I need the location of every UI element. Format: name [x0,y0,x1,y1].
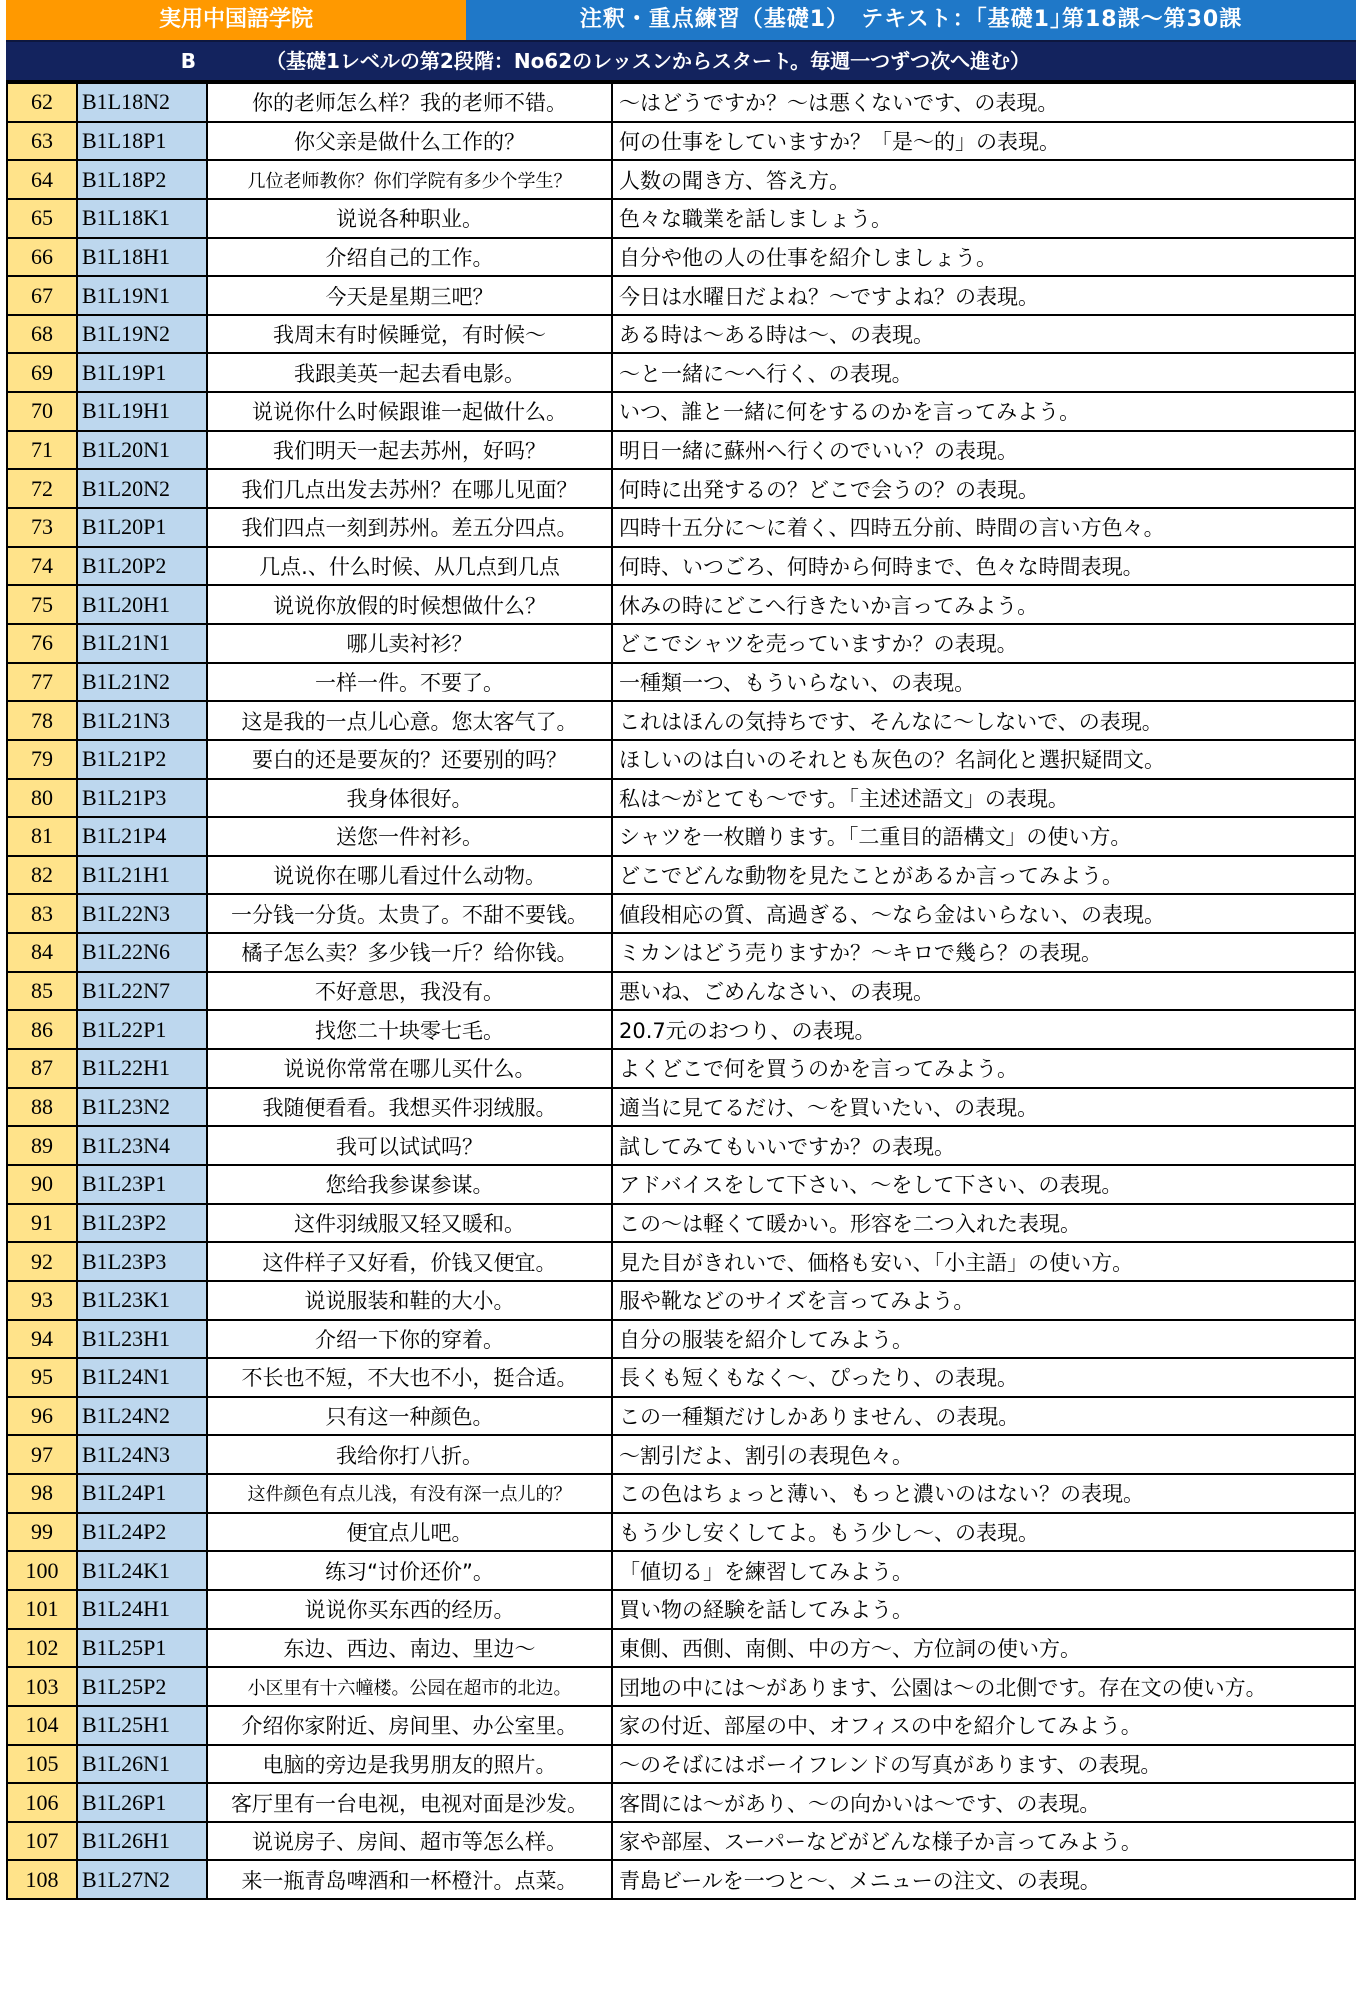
lesson-code: B1L23N2 [77,1088,207,1127]
table-row [7,1860,1355,1899]
lesson-code: B1L19N2 [77,315,207,354]
japanese-explanation: 東側、西側、南側、中の方～、方位詞の使い方。 [612,1629,1355,1668]
chinese-phrase: 说说你放假的时候想做什么？ [207,585,612,624]
japanese-explanation: この一種類だけしかありません、の表現。 [612,1397,1355,1436]
japanese-explanation: 服や靴などのサイズを言ってみよう。 [612,1281,1355,1320]
chinese-phrase: 我身体很好。 [207,779,612,818]
japanese-explanation: いつ、誰と一緒に何をするのかを言ってみよう。 [612,392,1355,431]
chinese-phrase: 你父亲是做什么工作的？ [207,122,612,161]
chinese-phrase: 介绍一下你的穿着。 [207,1320,612,1359]
lesson-number: 92 [7,1242,77,1281]
lesson-number: 86 [7,1010,77,1049]
lesson-code: B1L22N6 [77,933,207,972]
lesson-code: B1L23P3 [77,1242,207,1281]
lesson-code: B1L23H1 [77,1320,207,1359]
lesson-code: B1L20N2 [77,469,207,508]
chinese-phrase: 来一瓶青岛啤酒和一杯橙汁。点菜。 [207,1860,612,1899]
lesson-number: 96 [7,1397,77,1436]
lesson-code: B1L25P1 [77,1629,207,1668]
table-row [7,1010,1355,1049]
chinese-phrase: 只有这一种颜色。 [207,1397,612,1436]
chinese-phrase: 几位老师教你？你们学院有多少个学生？ [207,160,612,199]
table-row [7,1513,1355,1552]
table-row [7,894,1355,933]
lesson-code: B1L23P2 [77,1204,207,1243]
japanese-explanation: ある時は～ある時は～、の表現。 [612,315,1355,354]
lesson-number: 66 [7,238,77,277]
lesson-code: B1L20N1 [77,431,207,470]
japanese-explanation: 「値切る」を練習してみよう。 [612,1551,1355,1590]
chinese-phrase: 这是我的一点儿心意。您太客气了。 [207,701,612,740]
lesson-code: B1L18H1 [77,238,207,277]
lesson-code: B1L22N7 [77,972,207,1011]
lesson-number: 63 [7,122,77,161]
table-row [7,1435,1355,1474]
japanese-explanation: 何の仕事をしていますか？「是～的」の表現。 [612,122,1355,161]
lesson-number: 62 [7,83,77,122]
japanese-explanation: 何時に出発するの？どこで会うの？の表現。 [612,469,1355,508]
japanese-explanation: 適当に見てるだけ、～を買いたい、の表現。 [612,1088,1355,1127]
lesson-number: 68 [7,315,77,354]
lesson-code: B1L21N3 [77,701,207,740]
table-row [7,547,1355,586]
chinese-phrase: 我们明天一起去苏州，好吗？ [207,431,612,470]
table-row [7,160,1355,199]
lesson-code: B1L26H1 [77,1822,207,1861]
japanese-explanation: 値段相応の質、高過ぎる、～なら金はいらない、の表現。 [612,894,1355,933]
lesson-number: 78 [7,701,77,740]
japanese-explanation: 自分や他の人の仕事を紹介しましょう。 [612,238,1355,277]
lesson-code: B1L18P1 [77,122,207,161]
japanese-explanation: ～のそばにはボーイフレンドの写真があります、の表現。 [612,1745,1355,1784]
lesson-number: 81 [7,817,77,856]
japanese-explanation: 人数の聞き方、答え方。 [612,160,1355,199]
lesson-code: B1L21P3 [77,779,207,818]
chinese-phrase: 我可以试试吗？ [207,1126,612,1165]
level-bar [6,40,1356,82]
chinese-phrase: 小区里有十六幢楼。公园在超市的北边。 [207,1667,612,1706]
lesson-number: 102 [7,1629,77,1668]
table-row [7,469,1355,508]
japanese-explanation: 買い物の経験を話してみよう。 [612,1590,1355,1629]
japanese-explanation: 今日は水曜日だよね？～ですよね？の表現。 [612,276,1355,315]
table-row [7,1397,1355,1436]
table-row [7,1088,1355,1127]
lesson-code: B1L19N1 [77,276,207,315]
chinese-phrase: 这件羽绒服又轻又暖和。 [207,1204,612,1243]
lesson-number: 79 [7,740,77,779]
chinese-phrase: 送您一件衬衫。 [207,817,612,856]
table-row [7,740,1355,779]
table-row [7,701,1355,740]
lesson-number: 85 [7,972,77,1011]
lesson-code: B1L21H1 [77,856,207,895]
table-row [7,1590,1355,1629]
chinese-phrase: 你的老师怎么样？我的老师不错。 [207,83,612,122]
school-name: 実用中国語学院 [6,0,466,40]
lesson-code: B1L20P2 [77,547,207,586]
lesson-code: B1L26N1 [77,1745,207,1784]
lesson-number: 77 [7,663,77,702]
table-row [7,276,1355,315]
lesson-number: 101 [7,1590,77,1629]
lesson-number: 93 [7,1281,77,1320]
table-row [7,817,1355,856]
japanese-explanation: 一種類一つ、もういらない、の表現。 [612,663,1355,702]
lesson-table [6,82,1356,1900]
japanese-explanation: もう少し安くしてよ。もう少し～、の表現。 [612,1513,1355,1552]
lesson-code: B1L18P2 [77,160,207,199]
table-row [7,1745,1355,1784]
table-row [7,585,1355,624]
lesson-number: 100 [7,1551,77,1590]
japanese-explanation: どこでどんな動物を見たことがあるか言ってみよう。 [612,856,1355,895]
table-row [7,1551,1355,1590]
lesson-code: B1L26P1 [77,1783,207,1822]
japanese-explanation: 団地の中には～があります、公園は～の北側です。存在文の使い方。 [612,1667,1355,1706]
lesson-number: 97 [7,1435,77,1474]
lesson-code: B1L22P1 [77,1010,207,1049]
lesson-number: 80 [7,779,77,818]
lesson-number: 94 [7,1320,77,1359]
lesson-number: 67 [7,276,77,315]
table-row [7,1242,1355,1281]
table-row [7,122,1355,161]
lesson-code: B1L25P2 [77,1667,207,1706]
table-row [7,1706,1355,1745]
table-row [7,663,1355,702]
japanese-explanation: 20.7元のおつり、の表現。 [612,1010,1355,1049]
lesson-code: B1L25H1 [77,1706,207,1745]
lesson-number: 70 [7,392,77,431]
chinese-phrase: 哪儿卖衬衫？ [207,624,612,663]
chinese-phrase: 便宜点儿吧。 [207,1513,612,1552]
level-label: B [180,49,196,73]
japanese-explanation: 私は～がとても～です。「主述述語文」の表現。 [612,779,1355,818]
japanese-explanation: アドバイスをして下さい、～をして下さい、の表現。 [612,1165,1355,1204]
japanese-explanation: どこでシャツを売っていますか？の表現。 [612,624,1355,663]
table-row [7,972,1355,1011]
table-row [7,508,1355,547]
chinese-phrase: 我们四点一刻到苏州。差五分四点。 [207,508,612,547]
japanese-explanation: 見た目がきれいで、価格も安い、「小主語」の使い方。 [612,1242,1355,1281]
chinese-phrase: 电脑的旁边是我男朋友的照片。 [207,1745,612,1784]
chinese-phrase: 说说你常常在哪儿买什么。 [207,1049,612,1088]
table-row [7,1281,1355,1320]
japanese-explanation: 色々な職業を話しましょう。 [612,199,1355,238]
table-row [7,1783,1355,1822]
japanese-explanation: 何時、いつごろ、何時から何時まで、色々な時間表現。 [612,547,1355,586]
chinese-phrase: 我随便看看。我想买件羽绒服。 [207,1088,612,1127]
chinese-phrase: 一样一件。不要了。 [207,663,612,702]
lesson-number: 73 [7,508,77,547]
lesson-code: B1L24H1 [77,1590,207,1629]
title-bar [6,0,1356,40]
chinese-phrase: 不长也不短，不大也不小，挺合适。 [207,1358,612,1397]
chinese-phrase: 说说你买东西的经历。 [207,1590,612,1629]
lesson-number: 91 [7,1204,77,1243]
table-row [7,1165,1355,1204]
lesson-number: 74 [7,547,77,586]
chinese-phrase: 我给你打八折。 [207,1435,612,1474]
table-row [7,1822,1355,1861]
chinese-phrase: 找您二十块零七毛。 [207,1010,612,1049]
table-row [7,624,1355,663]
chinese-phrase: 我周末有时候睡觉，有时候～ [207,315,612,354]
chinese-phrase: 您给我参谋参谋。 [207,1165,612,1204]
table-row [7,353,1355,392]
lesson-number: 104 [7,1706,77,1745]
lesson-number: 88 [7,1088,77,1127]
chinese-phrase: 说说服装和鞋的大小。 [207,1281,612,1320]
chinese-phrase: 要白的还是要灰的？还要别的吗？ [207,740,612,779]
table-row [7,856,1355,895]
table-row [7,1204,1355,1243]
table-row [7,779,1355,818]
lesson-code: B1L23N4 [77,1126,207,1165]
lesson-code: B1L24P1 [77,1474,207,1513]
table-row [7,1049,1355,1088]
table-row [7,83,1355,122]
chinese-phrase: 练习“讨价还价”。 [207,1551,612,1590]
chinese-phrase: 一分钱一分货。太贵了。不甜不要钱。 [207,894,612,933]
level-description: （基礎1レベルの第2段階：No62のレッスンからスタート。毎週一つずつ次へ進む） [266,49,1031,73]
lesson-number: 89 [7,1126,77,1165]
chinese-phrase: 不好意思，我没有。 [207,972,612,1011]
japanese-explanation: ほしいのは白いのそれとも灰色の？名詞化と選択疑問文。 [612,740,1355,779]
japanese-explanation: 家の付近、部屋の中、オフィスの中を紹介してみよう。 [612,1706,1355,1745]
lesson-code: B1L21N2 [77,663,207,702]
lesson-code: B1L24P2 [77,1513,207,1552]
lesson-number: 71 [7,431,77,470]
lesson-number: 107 [7,1822,77,1861]
japanese-explanation: 休みの時にどこへ行きたいか言ってみよう。 [612,585,1355,624]
lesson-number: 83 [7,894,77,933]
lesson-number: 95 [7,1358,77,1397]
lesson-code: B1L24N1 [77,1358,207,1397]
chinese-phrase: 今天是星期三吧？ [207,276,612,315]
chinese-phrase: 东边、西边、南边、里边～ [207,1629,612,1668]
table-row [7,431,1355,470]
japanese-explanation: 四時十五分に～に着く、四時五分前、時間の言い方色々。 [612,508,1355,547]
table-row [7,1629,1355,1668]
lesson-number: 106 [7,1783,77,1822]
chinese-phrase: 说说你在哪儿看过什么动物。 [207,856,612,895]
table-row [7,933,1355,972]
lesson-number: 82 [7,856,77,895]
chinese-phrase: 这件颜色有点儿浅，有没有深一点儿的？ [207,1474,612,1513]
lesson-code: B1L24N2 [77,1397,207,1436]
japanese-explanation: ～と一緒に～へ行く、の表現。 [612,353,1355,392]
table-row [7,238,1355,277]
lesson-code: B1L23P1 [77,1165,207,1204]
chinese-phrase: 客厅里有一台电视，电视对面是沙发。 [207,1783,612,1822]
lesson-code: B1L20P1 [77,508,207,547]
table-row [7,1126,1355,1165]
lesson-number: 76 [7,624,77,663]
japanese-explanation: これはほんの気持ちです、そんなに～しないで、の表現。 [612,701,1355,740]
japanese-explanation: 長くも短くもなく～、ぴったり、の表現。 [612,1358,1355,1397]
lesson-code: B1L21N1 [77,624,207,663]
japanese-explanation: この～は軽くて暖かい。形容を二つ入れた表現。 [612,1204,1355,1243]
lesson-code: B1L18N2 [77,83,207,122]
chinese-phrase: 几点.、什么时候、从几点到几点 [207,547,612,586]
lesson-sheet [6,0,1356,1900]
lesson-number: 87 [7,1049,77,1088]
lesson-number: 103 [7,1667,77,1706]
lesson-number: 99 [7,1513,77,1552]
table-row [7,1474,1355,1513]
lesson-code: B1L18K1 [77,199,207,238]
table-row [7,1320,1355,1359]
japanese-explanation: 青島ビールを一つと～、メニューの注文、の表現。 [612,1860,1355,1899]
lesson-number: 84 [7,933,77,972]
chinese-phrase: 说说各种职业。 [207,199,612,238]
japanese-explanation: 試してみてもいいですか？の表現。 [612,1126,1355,1165]
chinese-phrase: 我们几点出发去苏州？在哪儿见面？ [207,469,612,508]
table-row [7,392,1355,431]
japanese-explanation: この色はちょっと薄い、もっと濃いのはない？の表現。 [612,1474,1355,1513]
lesson-code: B1L24N3 [77,1435,207,1474]
lesson-code: B1L23K1 [77,1281,207,1320]
lesson-number: 65 [7,199,77,238]
lesson-number: 108 [7,1860,77,1899]
lesson-code: B1L19P1 [77,353,207,392]
lesson-code: B1L20H1 [77,585,207,624]
japanese-explanation: ～割引だよ、割引の表現色々。 [612,1435,1355,1474]
lesson-number: 72 [7,469,77,508]
lesson-number: 98 [7,1474,77,1513]
japanese-explanation: シャツを一枚贈ります。「二重目的語構文」の使い方。 [612,817,1355,856]
japanese-explanation: 家や部屋、スーパーなどがどんな様子か言ってみよう。 [612,1822,1355,1861]
table-row [7,315,1355,354]
lesson-code: B1L21P4 [77,817,207,856]
japanese-explanation: よくどこで何を買うのかを言ってみよう。 [612,1049,1355,1088]
japanese-explanation: 客間には～があり、～の向かいは～です、の表現。 [612,1783,1355,1822]
chinese-phrase: 介绍你家附近、房间里、办公室里。 [207,1706,612,1745]
japanese-explanation: 自分の服装を紹介してみよう。 [612,1320,1355,1359]
japanese-explanation: ミカンはどう売りますか？～キロで幾ら？の表現。 [612,933,1355,972]
chinese-phrase: 这件样子又好看，价钱又便宜。 [207,1242,612,1281]
japanese-explanation: 悪いね、ごめんなさい、の表現。 [612,972,1355,1011]
chinese-phrase: 我跟美英一起去看电影。 [207,353,612,392]
chinese-phrase: 介绍自己的工作。 [207,238,612,277]
chinese-phrase: 橘子怎么卖？多少钱一斤？给你钱。 [207,933,612,972]
japanese-explanation: ～はどうですか？～は悪くないです、の表現。 [612,83,1355,122]
lesson-number: 75 [7,585,77,624]
table-row [7,199,1355,238]
lesson-code: B1L21P2 [77,740,207,779]
lesson-code: B1L24K1 [77,1551,207,1590]
lesson-code: B1L19H1 [77,392,207,431]
table-row [7,1667,1355,1706]
lesson-number: 90 [7,1165,77,1204]
chinese-phrase: 说说你什么时候跟谁一起做什么。 [207,392,612,431]
lesson-code: B1L22N3 [77,894,207,933]
lesson-number: 64 [7,160,77,199]
lesson-number: 69 [7,353,77,392]
table-row [7,1358,1355,1397]
lesson-number: 105 [7,1745,77,1784]
lesson-code: B1L22H1 [77,1049,207,1088]
chinese-phrase: 说说房子、房间、超市等怎么样。 [207,1822,612,1861]
japanese-explanation: 明日一緒に蘇州へ行くのでいい？の表現。 [612,431,1355,470]
lesson-code: B1L27N2 [77,1860,207,1899]
sheet-title: 注釈・重点練習（基礎1） テキスト：｢基礎1｣第18課～第30課 [466,0,1356,40]
